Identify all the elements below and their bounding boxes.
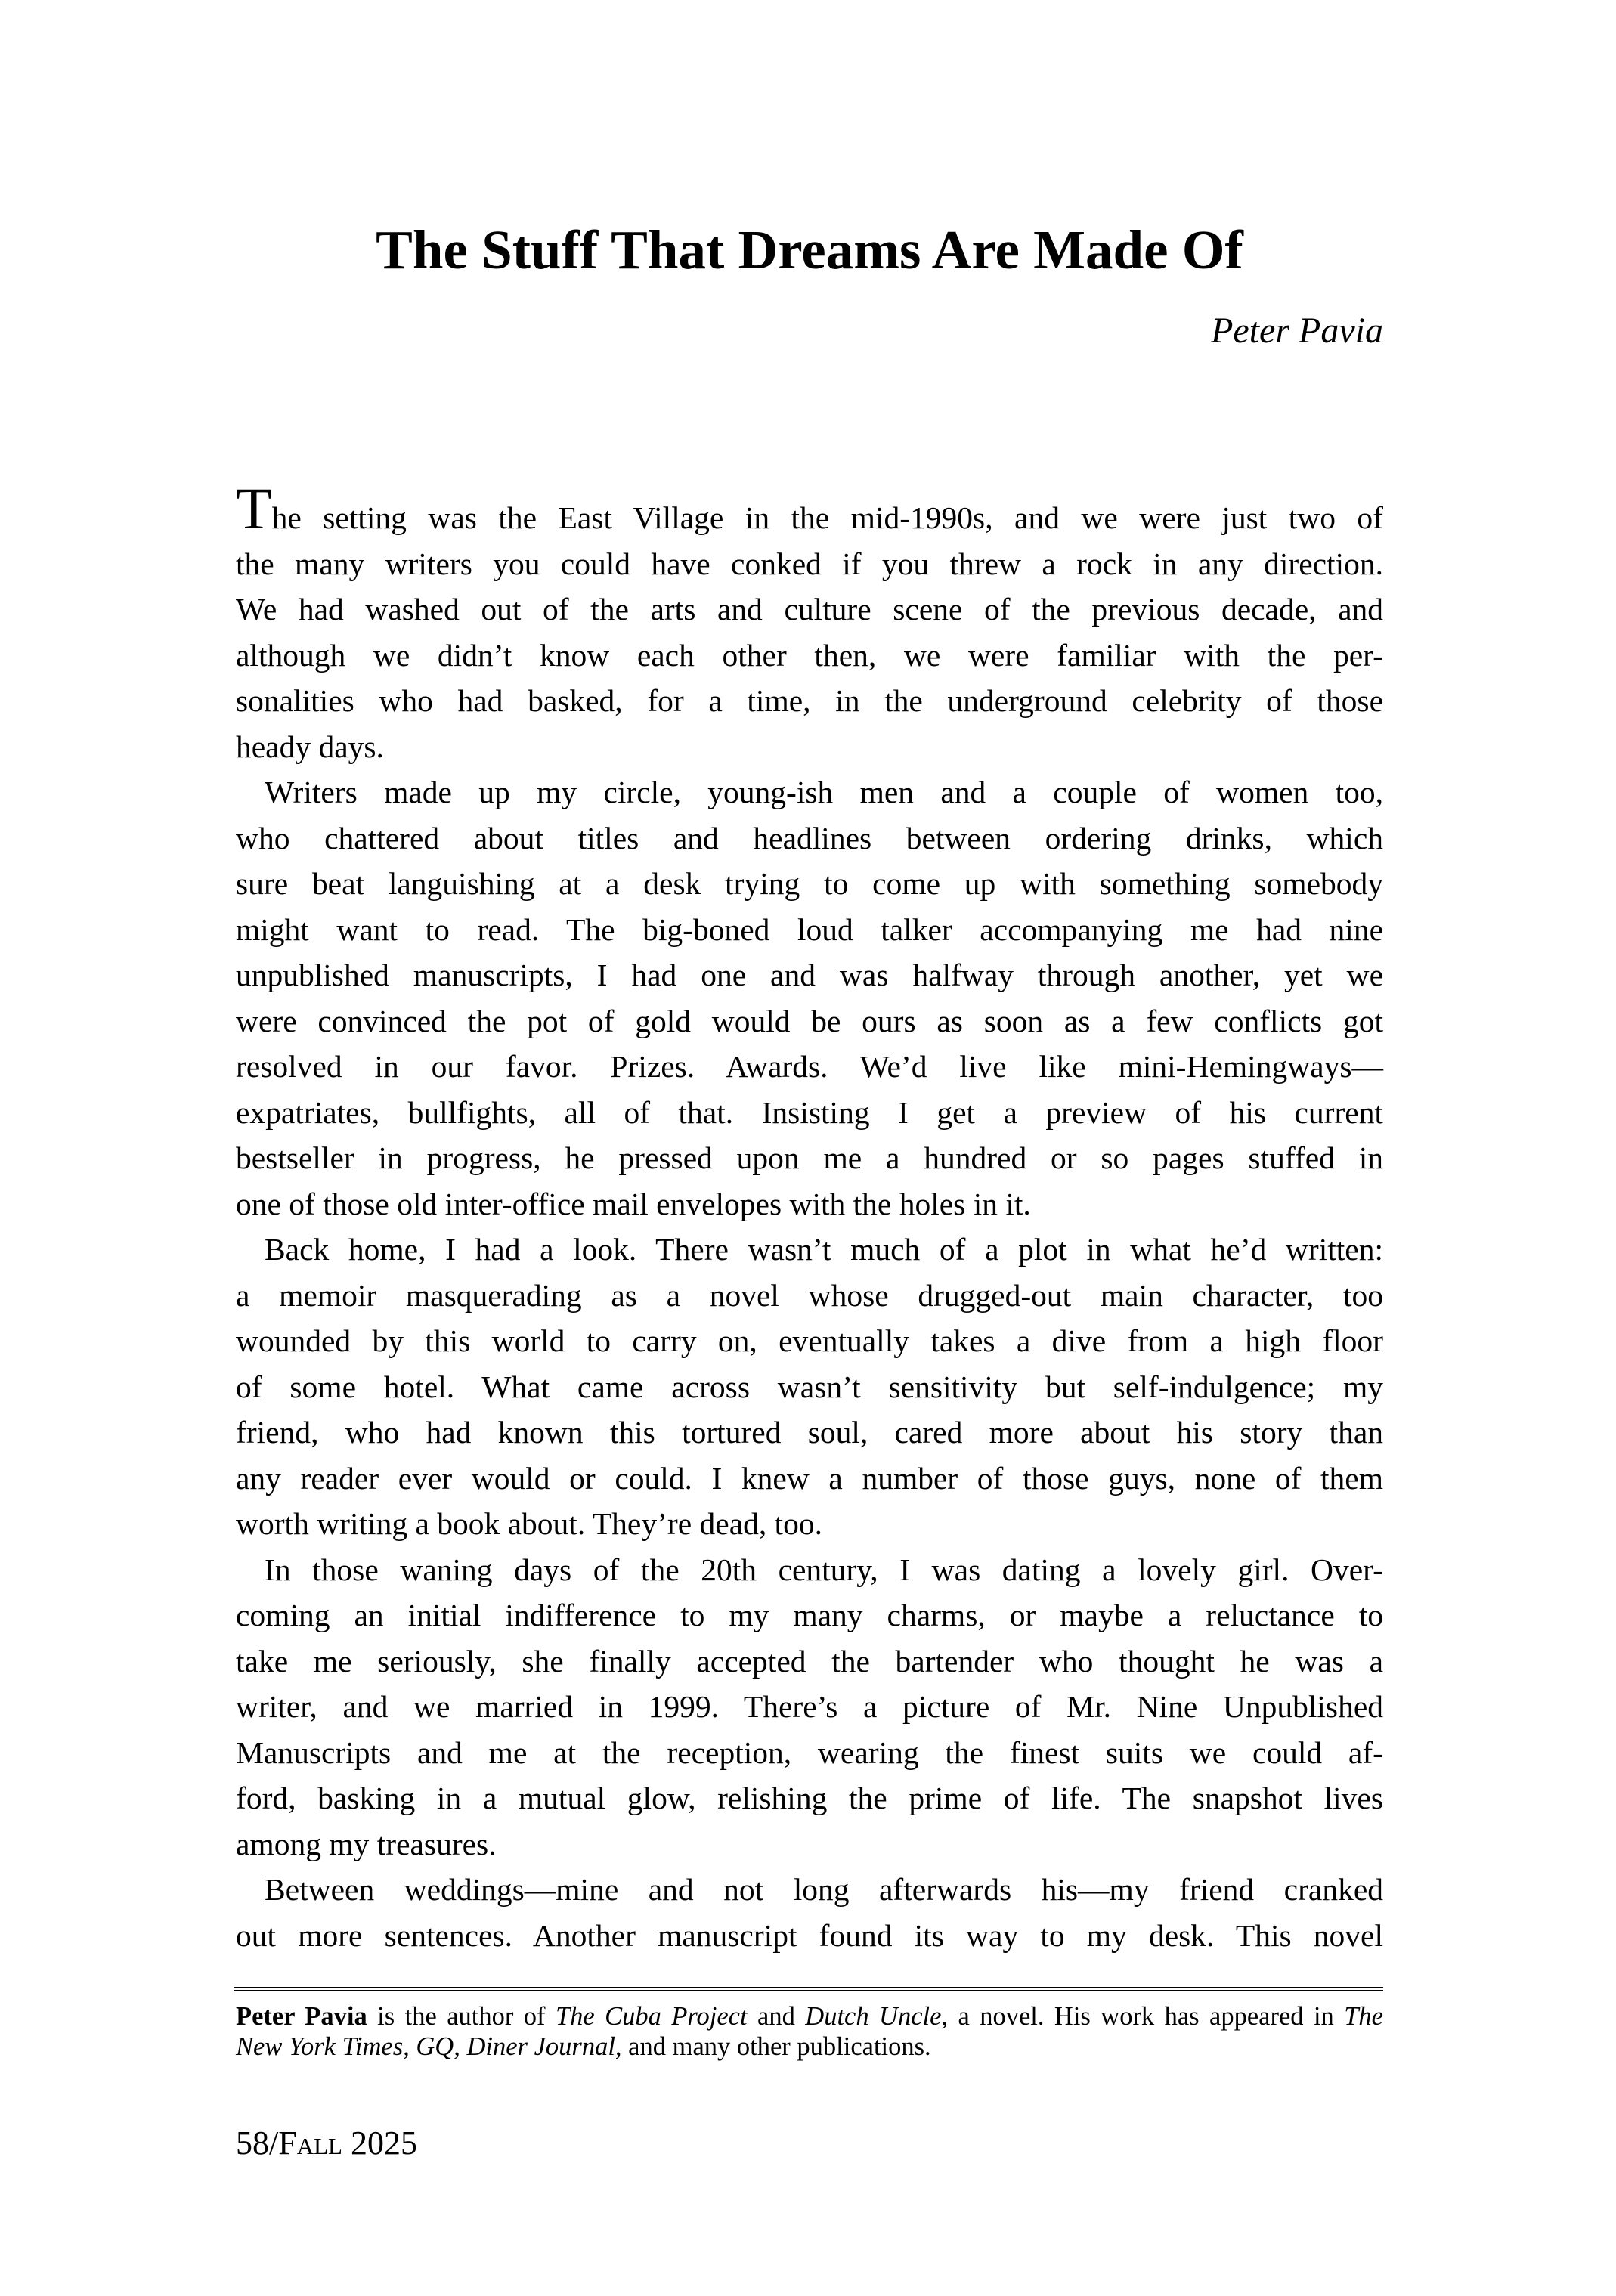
body-line: the many writers you could have conked if you threw a rock in any direction. [236,546,1383,581]
body-line: any reader ever would or could. I knew a number of those guys, none of them [236,1460,1383,1496]
body-line: although we didn’t know each other then, we were familiar with the per- [236,637,1383,673]
footnote-text-run: and [747,2002,806,2031]
footnote-text-run: is the author of [367,2002,556,2031]
body-line: unpublished manuscripts, I had one and was halfway through another, yet we [236,958,1383,992]
body-line: sure beat languishing at a desk trying to come up with something somebody [236,866,1383,901]
body-line: were convinced the pot of gold would be ours as soon as a few conflicts got [236,1003,1383,1038]
body-line: heady days. [236,729,384,764]
body-line: might want to read. The big-boned loud talker accompanying me had nine [236,911,1383,947]
body-line: a memoir masquerading as a novel whose drugged-out main character, too [236,1277,1383,1313]
body-line: take me seriously, she finally accepted the bartender who thought he was a [236,1643,1383,1679]
footnote-text-run: and many other publications. [621,2032,931,2061]
body-line: expatriates, bullfights, all of that. Insisting I get a preview of his current [236,1094,1383,1130]
footnote-text-run: The [1344,2002,1383,2031]
body-text [236,475,1383,1958]
body-line: We had washed out of the arts and culture scene of the previous decade, and [236,592,1383,627]
raised-cap: T [236,475,272,541]
body-line: out more sentences. Another manuscript found its way to my desk. This novel [236,1917,1383,1953]
footnote-text-run: GQ, [416,2032,460,2061]
body-line: Writers made up my circle, young-ish men and a couple of women too, [265,775,1383,809]
footnote-line [236,2001,1383,2031]
footnote-line [236,2031,1383,2062]
body-line: bestseller in progress, he pressed upon me a hundred or so pages stuffed in [236,1140,1383,1175]
body-line: Back home, I had a look. There wasn’t much of a plot in what he’d written: [265,1232,1383,1267]
footnote-text-run: Dutch Uncle [805,2002,942,2031]
body-line: friend, who had known this tortured soul, cared more about his story than [236,1415,1383,1450]
body-line: The setting was the East Village in the mid-1990s, and we were just two of [236,475,1383,541]
body-line: Between weddings—mine and not long afterwards his—my friend cranked [265,1872,1383,1907]
body-line: who chattered about titles and headlines between ordering drinks, which [236,820,1383,856]
footnote-text-run: New York Times, [236,2032,410,2061]
body-line: coming an initial indifference to my many charms, or maybe a reluctance to [236,1598,1383,1632]
body-line: of some hotel. What came across wasn’t sensitivity but self-indulgence; my [236,1369,1383,1404]
body-line: one of those old inter-office mail envelopes with the holes in it. [236,1186,1031,1221]
footnote-text-run: Diner Journal, [466,2032,622,2061]
body-line: resolved in our favor. Prizes. Awards. We’d live like mini-Hemingways— [236,1049,1383,1084]
body-line: worth writing a book about. They’re dead, too. [236,1506,823,1541]
body-line: wounded by this world to carry on, eventually takes a dive from a high floor [236,1323,1383,1358]
body-line: sonalities who had basked, for a time, in the underground celebrity of those [236,683,1383,718]
body-line: writer, and we married in 1999. There’s a picture of Mr. Nine Unpublished [236,1689,1383,1724]
footnote [236,2001,1383,2062]
byline: Peter Pavia [1211,311,1383,351]
footnote-text-run: The Cuba Project [555,2002,748,2031]
body-line: ford, basking in a mutual glow, relishing the prime of life. The snapshot lives [236,1781,1383,1815]
page-number-footer: 58/Fall 2025 [236,2124,417,2161]
page-title: The Stuff That Dreams Are Made Of [376,219,1243,280]
footnote-text-run: , a novel. His work has appeared in [941,2002,1345,2031]
body-line: Manuscripts and me at the reception, wearing the finest suits we could af- [236,1734,1383,1770]
body-line: among my treasures. [236,1826,497,1861]
footnote-text-run: Peter Pavia [236,2002,367,2031]
body-line: In those waning days of the 20th century, I was dating a lovely girl. Over- [265,1552,1383,1587]
footnote-rule [234,1987,1383,1991]
